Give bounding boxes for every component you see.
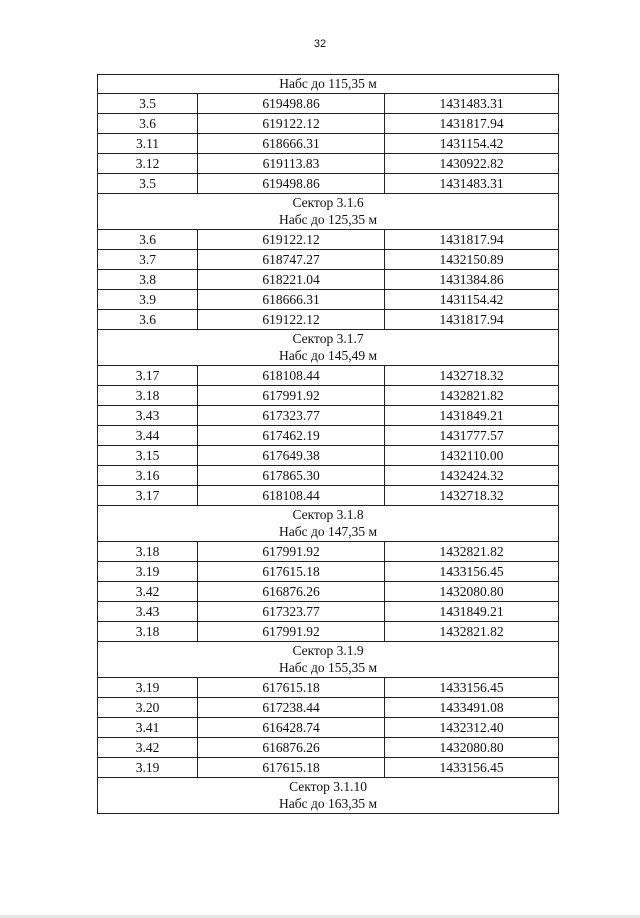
x-coordinate-cell: 617865.30 (198, 466, 385, 486)
point-id-cell: 3.42 (98, 738, 198, 758)
y-coordinate-cell: 1430922.82 (385, 154, 559, 174)
coordinates-table-body (98, 75, 559, 814)
sector-title: Сектор 3.1.7 (292, 331, 364, 346)
y-coordinate-cell: 1432312.40 (385, 718, 559, 738)
x-coordinate-cell: 616876.26 (198, 738, 385, 758)
table-row (98, 582, 559, 602)
table-row (98, 678, 559, 698)
point-id-cell: 3.17 (98, 366, 198, 386)
x-coordinate-cell: 618666.31 (198, 134, 385, 154)
sector-height-limit: Набс до 115,35 м (279, 76, 377, 91)
table-row (98, 290, 559, 310)
point-id-cell: 3.6 (98, 230, 198, 250)
sector-header-row (98, 506, 559, 542)
y-coordinate-cell: 1433156.45 (385, 678, 559, 698)
y-coordinate-cell: 1431384.86 (385, 270, 559, 290)
x-coordinate-cell: 617615.18 (198, 562, 385, 582)
x-coordinate-cell: 617991.92 (198, 542, 385, 562)
y-coordinate-cell: 1433156.45 (385, 758, 559, 778)
x-coordinate-cell: 617991.92 (198, 386, 385, 406)
y-coordinate-cell: 1431817.94 (385, 114, 559, 134)
table-row (98, 114, 559, 134)
point-id-cell: 3.12 (98, 154, 198, 174)
x-coordinate-cell: 617991.92 (198, 622, 385, 642)
x-coordinate-cell: 618221.04 (198, 270, 385, 290)
sector-header-cell (98, 642, 559, 678)
point-id-cell: 3.5 (98, 94, 198, 114)
table-row (98, 602, 559, 622)
table-row (98, 622, 559, 642)
table-row (98, 134, 559, 154)
x-coordinate-cell: 616876.26 (198, 582, 385, 602)
y-coordinate-cell: 1431817.94 (385, 310, 559, 330)
point-id-cell: 3.6 (98, 114, 198, 134)
sector-height-limit: Набс до 145,49 м (279, 348, 378, 363)
table-row (98, 406, 559, 426)
x-coordinate-cell: 618108.44 (198, 486, 385, 506)
point-id-cell: 3.43 (98, 406, 198, 426)
y-coordinate-cell: 1431483.31 (385, 174, 559, 194)
y-coordinate-cell: 1431154.42 (385, 134, 559, 154)
x-coordinate-cell: 619498.86 (198, 174, 385, 194)
table-row (98, 270, 559, 290)
x-coordinate-cell: 619113.83 (198, 154, 385, 174)
table-row (98, 562, 559, 582)
point-id-cell: 3.41 (98, 718, 198, 738)
sector-header-row (98, 75, 559, 94)
coordinates-table (97, 74, 559, 814)
point-id-cell: 3.19 (98, 758, 198, 778)
sector-height-limit: Набс до 163,35 м (279, 796, 378, 811)
sector-title: Сектор 3.1.10 (289, 779, 367, 794)
y-coordinate-cell: 1432718.32 (385, 366, 559, 386)
point-id-cell: 3.6 (98, 310, 198, 330)
x-coordinate-cell: 616428.74 (198, 718, 385, 738)
y-coordinate-cell: 1431849.21 (385, 602, 559, 622)
table-row (98, 542, 559, 562)
sector-height-limit: Набс до 147,35 м (279, 524, 378, 539)
y-coordinate-cell: 1431483.31 (385, 94, 559, 114)
y-coordinate-cell: 1432718.32 (385, 486, 559, 506)
table-row (98, 94, 559, 114)
table-row (98, 386, 559, 406)
y-coordinate-cell: 1432080.80 (385, 738, 559, 758)
x-coordinate-cell: 617238.44 (198, 698, 385, 718)
sector-header-row (98, 778, 559, 814)
point-id-cell: 3.5 (98, 174, 198, 194)
sector-header-row (98, 330, 559, 366)
sector-header-row (98, 194, 559, 230)
point-id-cell: 3.8 (98, 270, 198, 290)
sector-header-row (98, 642, 559, 678)
point-id-cell: 3.43 (98, 602, 198, 622)
point-id-cell: 3.18 (98, 622, 198, 642)
x-coordinate-cell: 617462.19 (198, 426, 385, 446)
y-coordinate-cell: 1431777.57 (385, 426, 559, 446)
x-coordinate-cell: 618108.44 (198, 366, 385, 386)
y-coordinate-cell: 1432821.82 (385, 386, 559, 406)
table-row (98, 250, 559, 270)
point-id-cell: 3.9 (98, 290, 198, 310)
y-coordinate-cell: 1432150.89 (385, 250, 559, 270)
point-id-cell: 3.7 (98, 250, 198, 270)
sector-header-cell (98, 330, 559, 366)
table-row (98, 738, 559, 758)
sector-header-cell (98, 194, 559, 230)
x-coordinate-cell: 617615.18 (198, 678, 385, 698)
table-row (98, 446, 559, 466)
sector-title: Сектор 3.1.9 (292, 643, 364, 658)
point-id-cell: 3.16 (98, 466, 198, 486)
y-coordinate-cell: 1432080.80 (385, 582, 559, 602)
y-coordinate-cell: 1431154.42 (385, 290, 559, 310)
table-row (98, 154, 559, 174)
x-coordinate-cell: 619122.12 (198, 310, 385, 330)
y-coordinate-cell: 1432110.00 (385, 446, 559, 466)
point-id-cell: 3.20 (98, 698, 198, 718)
table-row (98, 426, 559, 446)
y-coordinate-cell: 1431817.94 (385, 230, 559, 250)
table-row (98, 698, 559, 718)
sector-title: Сектор 3.1.8 (292, 507, 364, 522)
point-id-cell: 3.11 (98, 134, 198, 154)
x-coordinate-cell: 617323.77 (198, 602, 385, 622)
table-row (98, 310, 559, 330)
sector-header-cell (98, 506, 559, 542)
x-coordinate-cell: 619122.12 (198, 230, 385, 250)
point-id-cell: 3.17 (98, 486, 198, 506)
point-id-cell: 3.19 (98, 562, 198, 582)
y-coordinate-cell: 1433156.45 (385, 562, 559, 582)
x-coordinate-cell: 617615.18 (198, 758, 385, 778)
sector-height-limit: Набс до 155,35 м (279, 660, 378, 675)
x-coordinate-cell: 619122.12 (198, 114, 385, 134)
y-coordinate-cell: 1431849.21 (385, 406, 559, 426)
table-row (98, 486, 559, 506)
point-id-cell: 3.18 (98, 542, 198, 562)
point-id-cell: 3.19 (98, 678, 198, 698)
table-row (98, 174, 559, 194)
page-number: 32 (313, 38, 327, 50)
x-coordinate-cell: 617649.38 (198, 446, 385, 466)
x-coordinate-cell: 618666.31 (198, 290, 385, 310)
y-coordinate-cell: 1432821.82 (385, 622, 559, 642)
sector-header-cell (98, 778, 559, 814)
x-coordinate-cell: 618747.27 (198, 250, 385, 270)
table-row (98, 466, 559, 486)
table-row (98, 366, 559, 386)
x-coordinate-cell: 619498.86 (198, 94, 385, 114)
y-coordinate-cell: 1432821.82 (385, 542, 559, 562)
y-coordinate-cell: 1433491.08 (385, 698, 559, 718)
point-id-cell: 3.42 (98, 582, 198, 602)
point-id-cell: 3.44 (98, 426, 198, 446)
table-row (98, 758, 559, 778)
point-id-cell: 3.15 (98, 446, 198, 466)
y-coordinate-cell: 1432424.32 (385, 466, 559, 486)
table-row (98, 230, 559, 250)
x-coordinate-cell: 617323.77 (198, 406, 385, 426)
sector-header-cell (98, 75, 559, 94)
sector-title: Сектор 3.1.6 (292, 195, 364, 210)
point-id-cell: 3.18 (98, 386, 198, 406)
table-row (98, 718, 559, 738)
sector-height-limit: Набс до 125,35 м (279, 212, 378, 227)
